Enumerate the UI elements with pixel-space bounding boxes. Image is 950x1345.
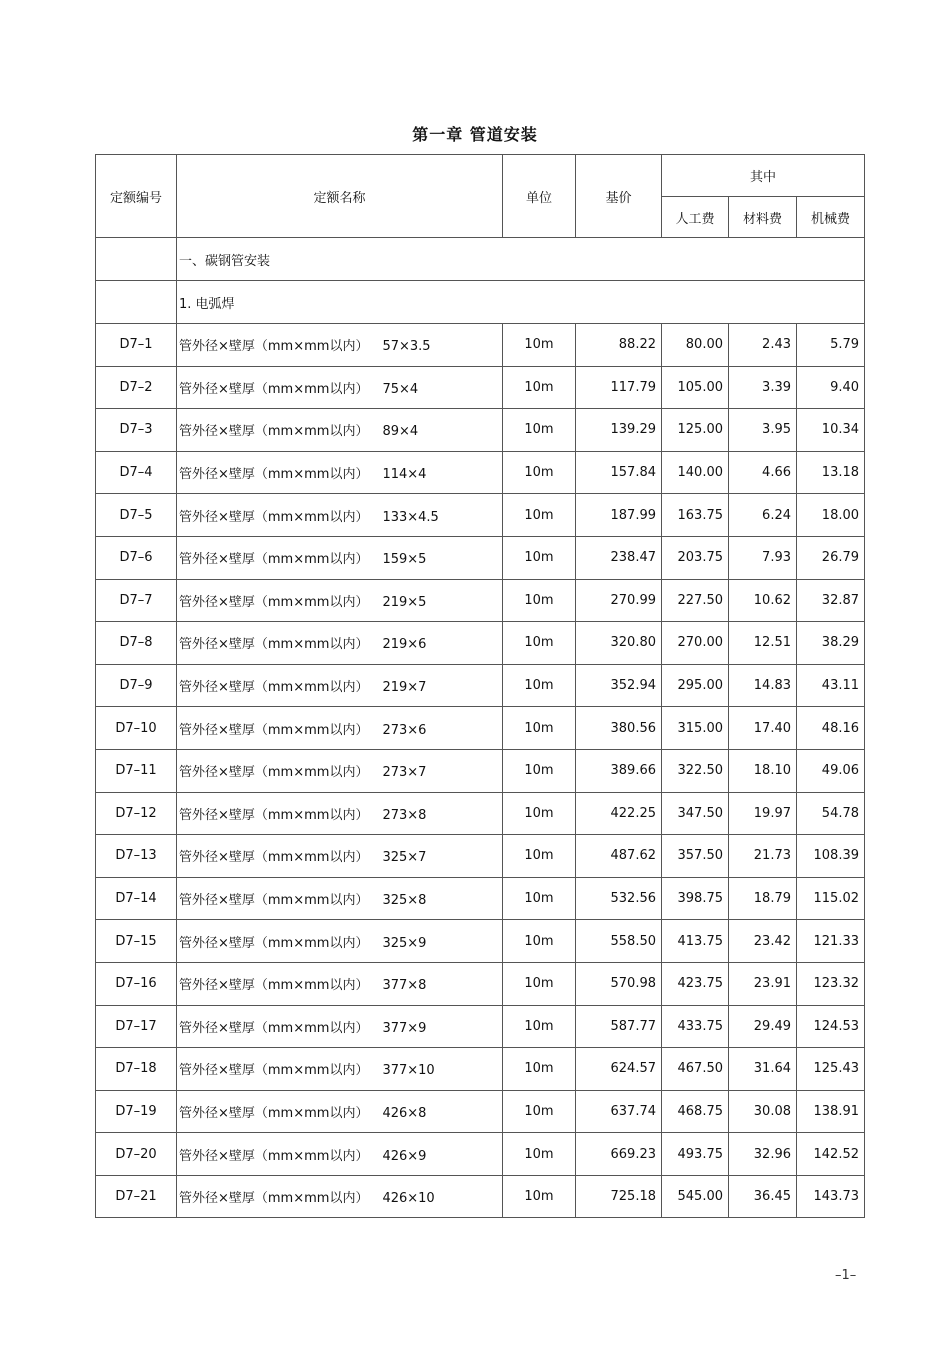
material-cost: 30.08 [729,1090,797,1133]
name-prefix: 管外径×壁厚（mm×mm以内） [179,807,369,823]
base-price: 320.80 [576,622,662,665]
quota-code: D7–2 [96,366,177,409]
unit: 10m [503,792,576,835]
name-prefix: 管外径×壁厚（mm×mm以内） [179,467,369,483]
header-code: 定额编号 [96,155,177,238]
base-price: 587.77 [576,1005,662,1048]
labor-cost: 398.75 [662,877,729,920]
unit: 10m [503,622,576,665]
quota-code: D7–9 [96,664,177,707]
quota-name [177,622,503,665]
table-row [96,366,865,409]
unit: 10m [503,707,576,750]
quota-name [177,962,503,1005]
quota-code: D7–18 [96,1048,177,1091]
quota-code: D7–15 [96,920,177,963]
name-prefix: 管外径×壁厚（mm×mm以内） [179,594,369,610]
table-row [96,664,865,707]
quota-name [177,1048,503,1091]
table-row [96,1133,865,1176]
machinery-cost: 18.00 [797,494,865,537]
machinery-cost: 125.43 [797,1048,865,1091]
quota-code: D7–16 [96,962,177,1005]
pipe-spec: 159×5 [382,552,427,568]
pipe-spec: 325×8 [382,893,427,909]
page-number: –1– [835,1268,857,1283]
unit: 10m [503,451,576,494]
unit: 10m [503,409,576,452]
name-prefix: 管外径×壁厚（mm×mm以内） [179,935,369,951]
material-cost: 32.96 [729,1133,797,1176]
labor-cost: 467.50 [662,1048,729,1091]
machinery-cost: 32.87 [797,579,865,622]
material-cost: 18.10 [729,749,797,792]
quota-code: D7–14 [96,877,177,920]
labor-cost: 203.75 [662,536,729,579]
name-prefix: 管外径×壁厚（mm×mm以内） [179,1148,369,1164]
material-cost: 6.24 [729,494,797,537]
quota-name [177,579,503,622]
quota-name [177,1133,503,1176]
pipe-spec: 426×9 [382,1148,427,1164]
machinery-cost: 38.29 [797,622,865,665]
material-cost: 2.43 [729,324,797,367]
unit: 10m [503,366,576,409]
unit: 10m [503,1133,576,1176]
quota-name [177,792,503,835]
labor-cost: 433.75 [662,1005,729,1048]
quota-code: D7–11 [96,749,177,792]
name-prefix: 管外径×壁厚（mm×mm以内） [179,1063,369,1079]
machinery-cost: 43.11 [797,664,865,707]
quota-code: D7–21 [96,1175,177,1218]
header-material: 材料费 [729,197,797,238]
machinery-cost: 49.06 [797,749,865,792]
machinery-cost: 54.78 [797,792,865,835]
section-title: 一、碳钢管安装 [177,238,865,281]
name-prefix: 管外径×壁厚（mm×mm以内） [179,1020,369,1036]
pipe-spec: 114×4 [382,467,427,483]
name-prefix: 管外径×壁厚（mm×mm以内） [179,850,369,866]
name-prefix: 管外径×壁厚（mm×mm以内） [179,552,369,568]
quota-table [95,154,865,1218]
quota-code: D7–5 [96,494,177,537]
pipe-spec: 219×6 [382,637,427,653]
labor-cost: 468.75 [662,1090,729,1133]
labor-cost: 423.75 [662,962,729,1005]
labor-cost: 315.00 [662,707,729,750]
pipe-spec: 273×7 [382,765,427,781]
material-cost: 7.93 [729,536,797,579]
unit: 10m [503,1005,576,1048]
quota-code: D7–20 [96,1133,177,1176]
machinery-cost: 124.53 [797,1005,865,1048]
unit: 10m [503,877,576,920]
machinery-cost: 123.32 [797,962,865,1005]
quota-code: D7–13 [96,835,177,878]
material-cost: 4.66 [729,451,797,494]
material-cost: 21.73 [729,835,797,878]
base-price: 725.18 [576,1175,662,1218]
name-prefix: 管外径×壁厚（mm×mm以内） [179,381,369,397]
quota-name [177,1090,503,1133]
pipe-spec: 133×4.5 [382,509,439,525]
labor-cost: 227.50 [662,579,729,622]
labor-cost: 125.00 [662,409,729,452]
base-price: 270.99 [576,579,662,622]
table-row [96,1175,865,1218]
pipe-spec: 426×10 [382,1191,435,1207]
material-cost: 31.64 [729,1048,797,1091]
labor-cost: 347.50 [662,792,729,835]
pipe-spec: 89×4 [382,424,419,440]
base-price: 637.74 [576,1090,662,1133]
quota-name [177,366,503,409]
pipe-spec: 219×5 [382,594,427,610]
table-row [96,536,865,579]
base-price: 532.56 [576,877,662,920]
material-cost: 3.95 [729,409,797,452]
quota-code: D7–8 [96,622,177,665]
table-row [96,749,865,792]
header-labor: 人工费 [662,197,729,238]
quota-code: D7–1 [96,324,177,367]
machinery-cost: 48.16 [797,707,865,750]
quota-code: D7–12 [96,792,177,835]
name-prefix: 管外径×壁厚（mm×mm以内） [179,637,369,653]
name-prefix: 管外径×壁厚（mm×mm以内） [179,1105,369,1121]
quota-name [177,920,503,963]
table-row [96,494,865,537]
machinery-cost: 121.33 [797,920,865,963]
pipe-spec: 75×4 [382,381,419,397]
name-prefix: 管外径×壁厚（mm×mm以内） [179,509,369,525]
pipe-spec: 377×10 [382,1063,435,1079]
quota-name [177,451,503,494]
pipe-spec: 273×6 [382,722,427,738]
quota-name [177,1005,503,1048]
name-prefix: 管外径×壁厚（mm×mm以内） [179,680,369,696]
pipe-spec: 377×8 [382,978,427,994]
labor-cost: 545.00 [662,1175,729,1218]
machinery-cost: 142.52 [797,1133,865,1176]
unit: 10m [503,920,576,963]
name-prefix: 管外径×壁厚（mm×mm以内） [179,339,369,355]
base-price: 352.94 [576,664,662,707]
table-row [96,1090,865,1133]
labor-cost: 295.00 [662,664,729,707]
name-prefix: 管外径×壁厚（mm×mm以内） [179,424,369,440]
material-cost: 23.91 [729,962,797,1005]
quota-name [177,1175,503,1218]
table-row [96,920,865,963]
unit: 10m [503,536,576,579]
material-cost: 36.45 [729,1175,797,1218]
pipe-spec: 377×9 [382,1020,427,1036]
table-row [96,579,865,622]
material-cost: 14.83 [729,664,797,707]
quota-code: D7–19 [96,1090,177,1133]
table-row [96,792,865,835]
base-price: 238.47 [576,536,662,579]
pipe-spec: 219×7 [382,680,427,696]
pipe-spec: 325×7 [382,850,427,866]
unit: 10m [503,1048,576,1091]
header-base-price: 基价 [576,155,662,238]
quota-code: D7–7 [96,579,177,622]
table-row [96,1005,865,1048]
machinery-cost: 5.79 [797,324,865,367]
base-price: 389.66 [576,749,662,792]
pipe-spec: 325×9 [382,935,427,951]
material-cost: 3.39 [729,366,797,409]
base-price: 570.98 [576,962,662,1005]
header-name: 定额名称 [177,155,503,238]
pipe-spec: 57×3.5 [382,339,431,355]
table-row [96,877,865,920]
material-cost: 17.40 [729,707,797,750]
machinery-cost: 138.91 [797,1090,865,1133]
quota-name [177,409,503,452]
pipe-spec: 426×8 [382,1105,427,1121]
section-row [96,238,865,281]
labor-cost: 493.75 [662,1133,729,1176]
table-row [96,622,865,665]
base-price: 487.62 [576,835,662,878]
material-cost: 29.49 [729,1005,797,1048]
subsection-title: 1. 电弧焊 [177,281,865,324]
quota-code: D7–3 [96,409,177,452]
quota-name [177,324,503,367]
quota-name [177,494,503,537]
name-prefix: 管外径×壁厚（mm×mm以内） [179,978,369,994]
material-cost: 23.42 [729,920,797,963]
header-unit: 单位 [503,155,576,238]
quota-name [177,664,503,707]
labor-cost: 357.50 [662,835,729,878]
unit: 10m [503,1175,576,1218]
base-price: 380.56 [576,707,662,750]
name-prefix: 管外径×壁厚（mm×mm以内） [179,1191,369,1207]
unit: 10m [503,664,576,707]
quota-name [177,749,503,792]
unit: 10m [503,1090,576,1133]
machinery-cost: 13.18 [797,451,865,494]
name-prefix: 管外径×壁厚（mm×mm以内） [179,765,369,781]
pipe-spec: 273×8 [382,807,427,823]
labor-cost: 80.00 [662,324,729,367]
table-row [96,962,865,1005]
base-price: 88.22 [576,324,662,367]
name-prefix: 管外径×壁厚（mm×mm以内） [179,893,369,909]
table-row [96,835,865,878]
labor-cost: 322.50 [662,749,729,792]
labor-cost: 105.00 [662,366,729,409]
machinery-cost: 108.39 [797,835,865,878]
header-machinery: 机械费 [797,197,865,238]
quota-name [177,835,503,878]
labor-cost: 140.00 [662,451,729,494]
labor-cost: 270.00 [662,622,729,665]
table-row [96,409,865,452]
machinery-cost: 26.79 [797,536,865,579]
base-price: 139.29 [576,409,662,452]
machinery-cost: 115.02 [797,877,865,920]
header-of-which: 其中 [662,155,865,197]
material-cost: 19.97 [729,792,797,835]
quota-name [177,707,503,750]
table-row [96,324,865,367]
base-price: 669.23 [576,1133,662,1176]
material-cost: 18.79 [729,877,797,920]
base-price: 117.79 [576,366,662,409]
machinery-cost: 10.34 [797,409,865,452]
quota-code: D7–6 [96,536,177,579]
base-price: 624.57 [576,1048,662,1091]
table-row [96,707,865,750]
labor-cost: 413.75 [662,920,729,963]
subsection-row [96,281,865,324]
base-price: 187.99 [576,494,662,537]
unit: 10m [503,962,576,1005]
quota-name [177,877,503,920]
unit: 10m [503,749,576,792]
unit: 10m [503,835,576,878]
name-prefix: 管外径×壁厚（mm×mm以内） [179,722,369,738]
machinery-cost: 143.73 [797,1175,865,1218]
quota-code: D7–10 [96,707,177,750]
quota-code: D7–17 [96,1005,177,1048]
base-price: 157.84 [576,451,662,494]
material-cost: 10.62 [729,579,797,622]
chapter-title: 第一章 管道安装 [412,125,538,144]
quota-code: D7–4 [96,451,177,494]
quota-name [177,536,503,579]
machinery-cost: 9.40 [797,366,865,409]
unit: 10m [503,324,576,367]
table-row [96,1048,865,1091]
table-row [96,451,865,494]
base-price: 422.25 [576,792,662,835]
unit: 10m [503,579,576,622]
labor-cost: 163.75 [662,494,729,537]
base-price: 558.50 [576,920,662,963]
material-cost: 12.51 [729,622,797,665]
unit: 10m [503,494,576,537]
